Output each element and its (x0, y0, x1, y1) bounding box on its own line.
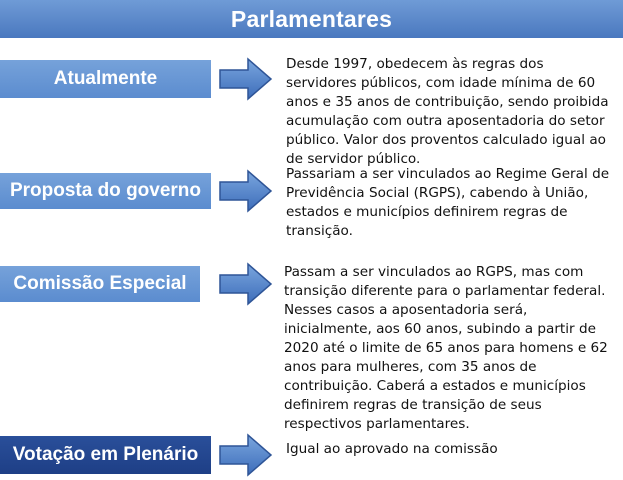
arrow-right-icon (218, 433, 273, 477)
stage-description-proposta-do-governo: Passariam a ser vinculados ao Regime Geral de Previdência Social (RGPS), cabendo à União, estados e municípios definirem regras de transição. (286, 166, 610, 239)
stage-label-comissao-especial: Comissão Especial (0, 266, 200, 302)
arrow-right-icon (218, 262, 273, 306)
stage-label-atualmente: Atualmente (0, 60, 211, 98)
arrow-right-icon (218, 169, 273, 213)
page-title: Parlamentares (0, 0, 623, 38)
stage-label-votacao-em-plenario: Votação em Plenário (0, 436, 211, 474)
stage-label-proposta-do-governo: Proposta do governo (0, 173, 211, 209)
arrow-right-icon (218, 57, 273, 101)
stage-description-atualmente: Desde 1997, obedecem às regras dos servidores públicos, com idade mínima de 60 anos e 35 anos de contribuição, sendo proibida acumulação com outra aposentadoria do setor público. Valor dos proventos calculado igual ao de servidor público. (286, 56, 609, 167)
stage-description-votacao-em-plenario: Igual ao aprovado na comissão (286, 441, 498, 457)
stage-description-comissao-especial: Passam a ser vinculados ao RGPS, mas com transição diferente para o parlamentar federal. Nesses casos a aposentadoria será, inicialmente, aos 60 anos, subindo a partir de 2020 até o limite de 65 anos para homens e 62 anos para mulheres, com 35 anos de contribuição. Caberá a estados e municípios definirem regras de transição de seus respectivos parlamentares. (284, 264, 608, 432)
